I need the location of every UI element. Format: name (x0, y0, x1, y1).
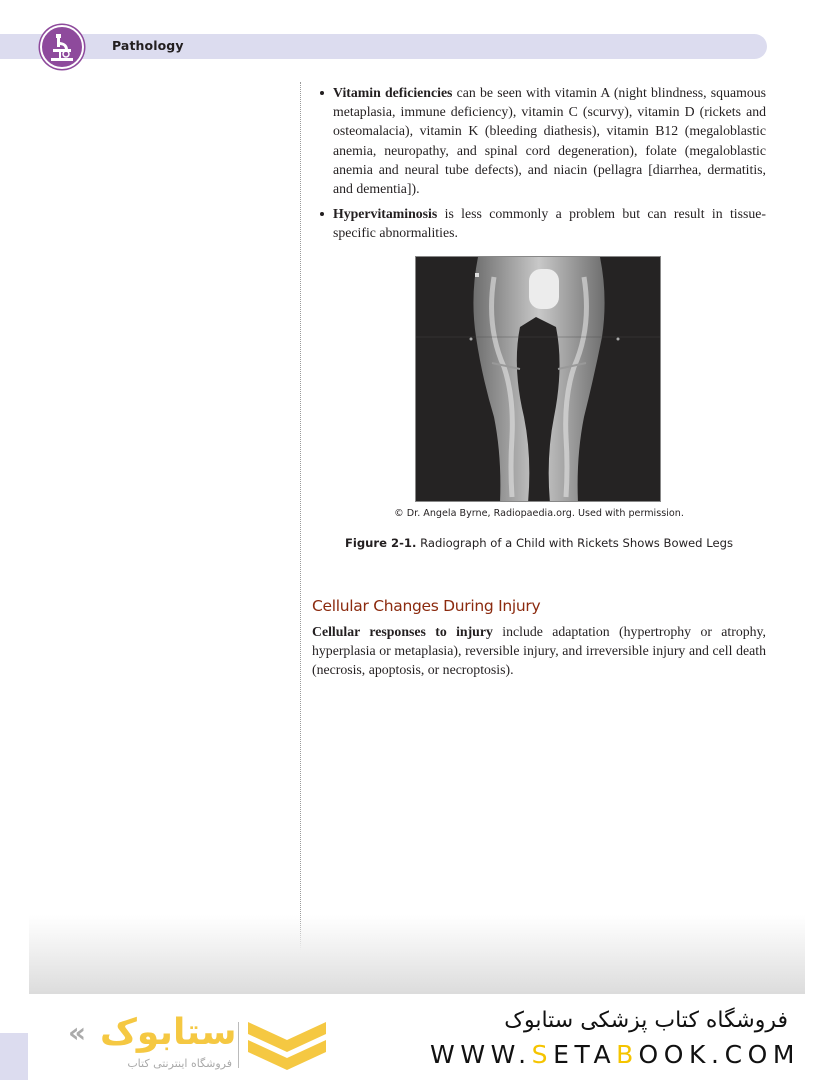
radiograph-image (415, 256, 661, 502)
url-part: OOK.COM (638, 1040, 801, 1069)
url-part: ETA (553, 1040, 617, 1069)
url-part: WWW. (430, 1040, 532, 1069)
watermark-logo-subtitle: فروشگاه اینترنتی کتاب (127, 1057, 232, 1070)
bullet-list (312, 83, 766, 249)
chapter-title: Pathology (112, 38, 184, 53)
watermark-separator (238, 1022, 239, 1068)
figure-credit: © Dr. Angela Byrne, Radiopaedia.org. Used with permission. (394, 508, 684, 519)
column-divider (300, 82, 301, 994)
bullet-term: Vitamin deficiencies (333, 85, 453, 100)
bullet-text: can be seen with vitamin A (night blindness, squamous metaplasia, immune deficiency), vitamin C (scurvy), vitamin D (rickets and osteomalacia), vitamin K (bleeding diathesis), vitamin B12 (megaloblastic anemia, neuropathy, and spinal cord degeneration), folate (megaloblastic anemia and neural tube defects), and niacin (pellagra [diarrhea, dermatitis, and dementia]). (333, 85, 766, 197)
url-part-highlight: B (616, 1040, 639, 1069)
figure-caption-text: Radiograph of a Child with Rickets Shows Bowed Legs (416, 536, 734, 550)
section-heading: Cellular Changes During Injury (312, 597, 541, 615)
page-bottom-fade (29, 915, 805, 994)
section-body (312, 622, 766, 680)
section-text: include adaptation (hypertrophy or atrophy, hyperplasia or metaplasia), reversible injury, and irreversible injury and cell death (necrosis, apoptosis, or necroptosis). (312, 624, 766, 678)
bullet-term: Hypervitaminosis (333, 206, 438, 222)
watermark-url (430, 1040, 800, 1069)
microscope-icon (49, 32, 75, 62)
bullet-vitamin-deficiencies (312, 83, 766, 198)
watermark-double-chevron-icon: « (68, 1016, 87, 1049)
figure-caption (312, 536, 766, 550)
xray-legs-illustration (416, 257, 661, 502)
watermark-logo-text: ستابوک (100, 1012, 237, 1053)
watermark-chevron-logo-icon (248, 1018, 326, 1076)
page-corner-tab (0, 1033, 28, 1080)
url-part-highlight: S (531, 1040, 554, 1069)
chapter-logo (40, 25, 84, 69)
bullet-text: is less commonly a problem but can result in tissue-specific abnormalities. (333, 206, 766, 241)
watermark-store-title: فروشگاه کتاب پزشکی ستابوک (504, 1008, 788, 1033)
bullet-hypervitaminosis (312, 204, 766, 242)
section-term: Cellular responses to injury (312, 624, 493, 639)
figure-label: Figure 2-1. (344, 536, 417, 550)
